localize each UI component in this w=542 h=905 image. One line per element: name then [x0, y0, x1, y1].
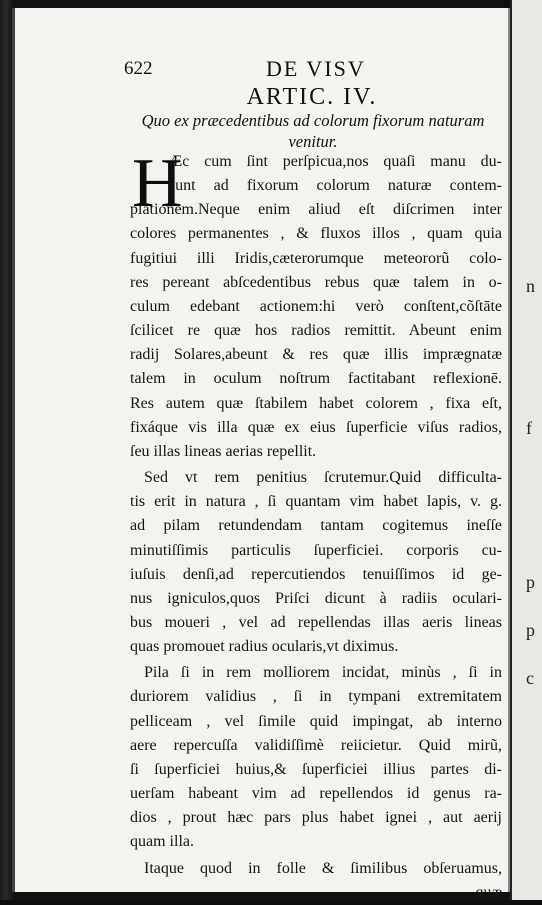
text-line: radij Solares,abeunt & res quæ illis imprægnatæ	[130, 346, 502, 364]
text-line: duriorem validius , ſi in tympani extremitatem	[130, 688, 502, 706]
text-line: tis erit in natura , ſi quantam vim habet lapis, v. g.	[130, 493, 502, 511]
text-line: Pila ſi in rem molliorem incidat, minùs , ſi in	[144, 664, 502, 682]
adjacent-page-edge	[510, 0, 542, 900]
paragraph	[130, 661, 502, 854]
text-line: Res autem quæ ſtabilem habet colorem , fixa eſt,	[130, 394, 502, 412]
edge-glyph: p	[526, 620, 535, 640]
text-line: dios , prout hæc pars plus habet ignei , aut aerij	[130, 809, 502, 827]
drop-cap: H	[132, 145, 183, 222]
running-title: DE VISV	[266, 56, 366, 81]
edge-glyph: n	[526, 276, 535, 296]
edge-glyph: p	[526, 572, 535, 592]
text-line: cunt ad fixorum colorum naturæ contem-	[168, 177, 502, 195]
text-line: nus igniculos,quos Priſci dicunt à radiis oculari-	[130, 589, 502, 607]
text-line: fugitiui illi Iridis,cæterorumque meteororũ colo-	[130, 249, 502, 267]
text-line: Itaque quod in folle & ſimilibus obſeruamus,	[144, 859, 502, 877]
subtitle-line: venitur.	[288, 132, 338, 151]
article-subtitle	[132, 110, 494, 152]
text-line: Sed vt rem penitius ſcrutemur.Quid difficulta-	[144, 469, 502, 487]
page-number: 622	[124, 58, 153, 79]
text-line: ſi ſuperficiei huius,& ſuperficiei illius partes di-	[130, 760, 502, 778]
edge-glyph: f	[526, 418, 532, 438]
text-line: uerſam habeant vim ad repellendos id genus ra-	[130, 785, 502, 803]
text-line: culum edebant actionem:hi verò conſtent,cõſtāte	[130, 297, 502, 315]
text-line: ſcilicet re quæ hos radios remittit. Abeunt enim	[130, 322, 502, 340]
edge-glyph: c	[526, 668, 534, 688]
text-line: fixáque vis illa quæ ex eius ſuperficie viſus radios,	[130, 418, 502, 436]
text-line: res pereant abſcedentibus rebus quæ talem in o-	[130, 273, 502, 291]
text-line: ad pilam retundendam tantam cogitemus ineſſe	[130, 517, 502, 535]
text-line: plationem.Neque enim aliud eſt diſcrimen inter	[130, 201, 502, 219]
catchword: quæ	[475, 883, 502, 901]
text-line: aere repercuſſa validiſſimè reiicietur. Quid mirũ,	[130, 736, 502, 754]
text-line: bus moueri , vel ad repellendas illas aeris lineas	[130, 613, 502, 631]
text-line: talem in oculum noſtrum factitabant reflexionē.	[130, 370, 502, 388]
article-title: ARTIC. IV.	[246, 84, 378, 110]
text-line: quam illa.	[130, 833, 194, 851]
paragraph	[130, 145, 502, 464]
paragraph	[130, 466, 502, 659]
body-text	[130, 145, 502, 905]
text-line: ſeu illas lineas aerias repellit.	[130, 442, 317, 460]
paragraph	[130, 857, 502, 905]
text-line: iuſuis denſi,ad repercutiendos tenuiſſimos id ge-	[130, 565, 502, 583]
subtitle-line: Quo ex præcedentibus ad colorum fixorum naturam	[141, 111, 485, 130]
text-line: colores permanentes , & fluxos illos , quam quia	[130, 225, 502, 243]
text-line: minutiſſimis particulis ſuperficiei. corporis cu-	[130, 541, 502, 559]
text-line: Æc cum ſint perſpicua,nos quaſi manu du-	[168, 153, 502, 170]
text-line: pelliceam , vel ſimile quid impingat, ab interno	[130, 712, 502, 730]
text-line: quas promouet radius ocularis,vt diximus.	[130, 638, 399, 656]
